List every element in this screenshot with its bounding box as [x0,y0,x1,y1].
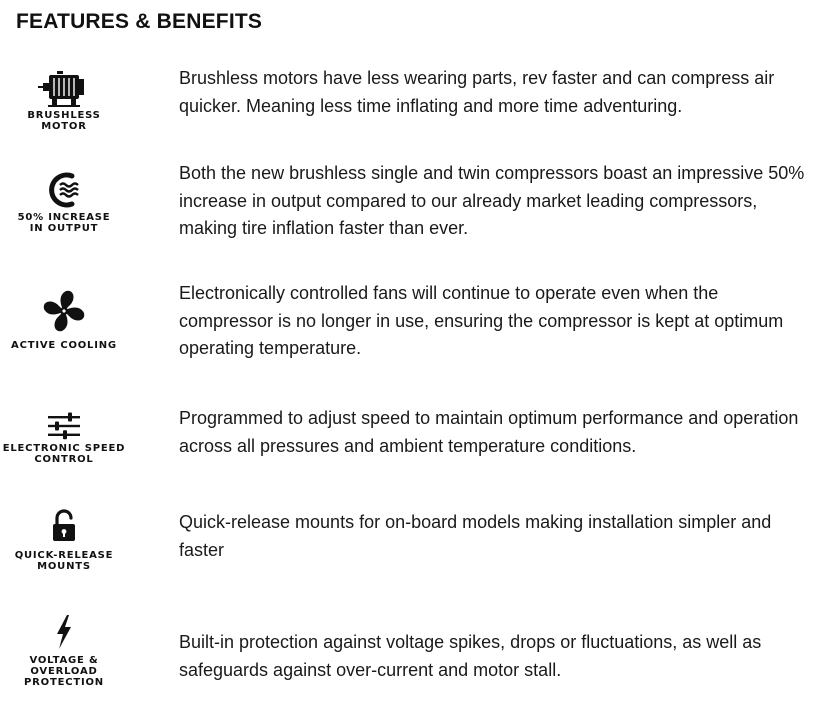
feature-icon-column [0,168,128,234]
feature-description: Built-in protection against voltage spikes, drops or fluctuations, as well as safeguards against over-current and motor stall. [179,632,762,680]
sliders-icon [44,411,84,441]
feature-icon-column [0,287,128,351]
feature-icon-column [0,508,128,572]
feature-label: BRUSHLESS MOTOR [27,110,101,132]
motor-icon [34,68,94,110]
feature-label: ACTIVE COOLING [11,340,117,351]
feature-icon-column [0,68,128,132]
lightning-icon [52,614,76,650]
feature-description: Quick-release mounts for on-board models making installation simpler and faster [179,512,772,560]
page-title: FEATURES & BENEFITS [16,10,263,33]
feature-label: 50% INCREASE IN OUTPUT [17,212,111,234]
feature-label: ELECTRONIC SPEED CONTROL [2,443,126,465]
feature-description: Both the new brushless single and twin compressors boast an impressive 50% increase in output compared to our already market leading compressors, making tire inflation faster than ever. [179,163,805,238]
feature-description: Brushless motors have less wearing parts, rev faster and can compress air quicker. Meaning less time inflating and more time adventuring. [179,68,775,116]
fan-icon [40,287,88,335]
feature-description: Electronically controlled fans will continue to operate even when the compressor is no longer in use, ensuring the compressor is kept at optimum operating temperature. [179,283,784,358]
feature-label: VOLTAGE & OVERLOAD PROTECTION [24,655,104,688]
feature-icon-column [0,614,128,688]
feature-label: QUICK-RELEASE MOUNTS [14,550,114,572]
feature-description: Programmed to adjust speed to maintain optimum performance and operation across all pressures and ambient temperature conditions. [179,408,799,456]
unlock-icon [46,508,82,544]
feature-icon-column [0,411,128,465]
output-increase-icon [42,168,86,212]
